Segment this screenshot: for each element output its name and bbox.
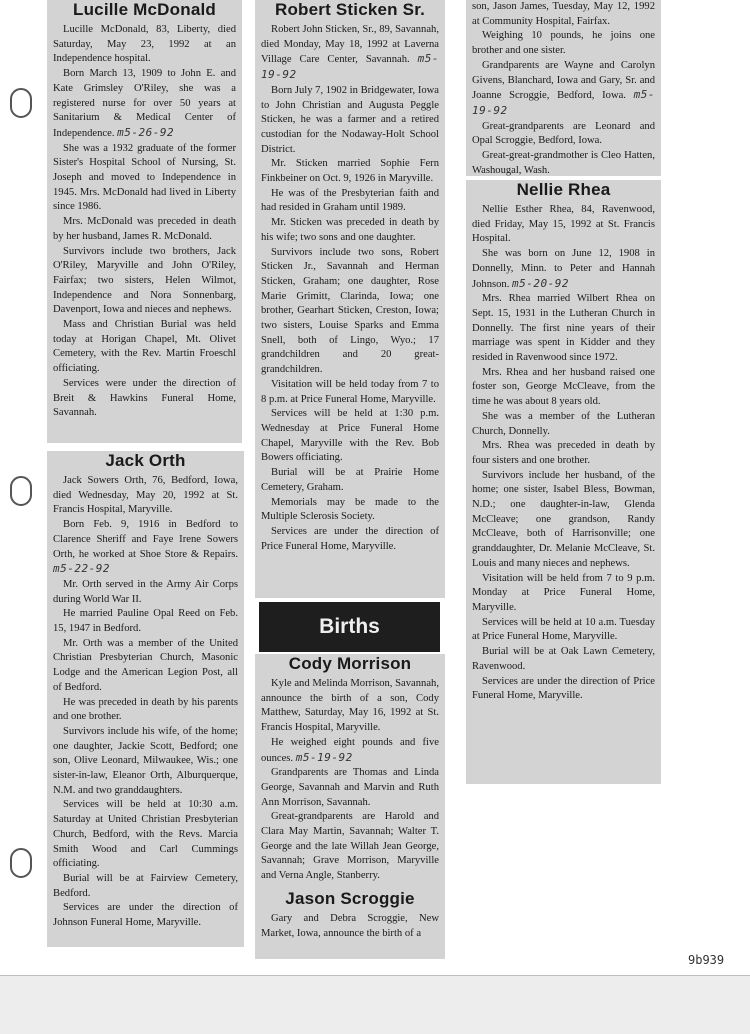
- paragraph: Burial will be at Oak Lawn Cemetery, Ravenwood.: [472, 646, 655, 672]
- paragraph: Mrs. Rhea married Wilbert Rhea on Sept. 15, 1931 in the Lutheran Church in Donnelly. The first nine years of their marriage was spent in Kidder and they resided in Ravenwood since 1972.: [472, 293, 655, 364]
- handwritten-date: m5-22-92: [53, 562, 110, 576]
- paragraph: Great-great-grandmother is Cleo Hatten, Washougal, Wash.: [472, 150, 655, 176]
- paragraph: Survivors include two sons, Robert Sticken Jr., Savannah and Herman Sticken, Graham; one daughter, Rose Marie Grimitt, Clarinda, Iowa; one brother, Gearhart Sticken, Creston, Iowa; two sisters, Louise Sparks and Emma Snell, both of Lingo, Wyo.; 17 grandchildren and 20 great-grandchildren.: [261, 246, 439, 376]
- paragraph: Memorials may be made to the Multiple Sclerosis Society.: [261, 496, 439, 523]
- paragraph: Survivors include two brothers, Jack O'Riley, Maryville and John O'Riley, Fairfax; two sisters, Helen Wilmot, Independence and Nora Sonnenbarg, Davenport, Iowa and nieces and nephews.: [53, 245, 236, 316]
- paragraph: Services were under the direction of Breit & Hawkins Funeral Home, Savannah.: [53, 377, 236, 419]
- obituary-jack-orth: [47, 451, 244, 947]
- paragraph: Services will be held at 10 a.m. Tuesday at Price Funeral Home, Maryville.: [472, 616, 655, 643]
- paragraph: Mrs. Rhea was preceded in death by four sisters and one brother.: [472, 440, 655, 466]
- paragraph: He weighed eight pounds and five ounces. m5-19-92: [261, 736, 439, 764]
- paragraph: Grandparents are Thomas and Linda George, Savannah and Marvin and Ruth Ann Morrison, Savannah.: [261, 767, 439, 808]
- headline: Nellie Rhea: [516, 180, 611, 199]
- obituary-nellie-rhea: [466, 180, 661, 784]
- paragraph: He was preceded in death by his parents and one brother.: [53, 696, 238, 723]
- paragraph: Visitation will be held from 7 to 9 p.m. Monday at Price Funeral Home, Maryville.: [472, 572, 655, 613]
- paragraph: son, Jason James, Tuesday, May 12, 1992 at Community Hospital, Fairfax.: [472, 1, 655, 27]
- article-body: [255, 677, 445, 884]
- paragraph: Services will be held at 10:30 a.m. Saturday at United Christian Presbyterian Church, Bedford, with the Revs. Marcia Smith Wood and Carl Cummings officiating.: [53, 799, 238, 870]
- paragraph: Kyle and Melinda Morrison, Savannah, announce the birth of a son, Cody Matthew, Saturday, May 16, 1992 at St. Francis Hospital, Maryville.: [261, 678, 439, 734]
- birth-jason-scroggie-continued: [466, 0, 661, 176]
- binder-hole: [10, 848, 32, 878]
- article-body: [47, 474, 244, 931]
- obituary-lucille-mcdonald: [47, 0, 242, 443]
- birth-announcements: [255, 654, 445, 959]
- paragraph: She was a 1932 graduate of the former Sister's Hospital School of Nursing, St. Joseph and moved to Independence in 1945. Mrs. McDonald had lived in Liberty since 1986.: [53, 142, 236, 213]
- paragraph: Burial will be at Prairie Home Cemetery, Graham.: [261, 467, 439, 493]
- handwritten-date: m5-20-92: [512, 276, 570, 290]
- paragraph: He married Pauline Opal Reed on Feb. 15, 1947 in Bedford.: [53, 608, 238, 635]
- handwritten-date: m5-19-92: [472, 88, 656, 117]
- paragraph: Services are under the direction of Price Funeral Home, Maryville.: [472, 675, 655, 702]
- paragraph: He was of the Presbyterian faith and had resided in Graham until 1989.: [261, 187, 439, 214]
- article-body: [47, 23, 242, 421]
- paragraph: Mr. Sticken was preceded in death by his wife; two sons and one daughter.: [261, 217, 439, 243]
- births-section-banner: Births: [259, 602, 440, 652]
- headline: Robert Sticken Sr.: [274, 0, 426, 19]
- paragraph: Great-grandparents are Harold and Clara May Martin, Savannah; Walter T. George and the late Willah Jean George, Savannah; Grave Morrison, Maryville and Verna Angle, Stanberry.: [261, 811, 439, 882]
- paragraph: Mr. Sticken married Sophie Fern Finkbeiner on Oct. 9, 1926 in Maryville.: [261, 158, 439, 185]
- paragraph: Mr. Orth was a member of the United Christian Presbyterian Church, Masonic Lodge and the American Legion Post, all of Bedford.: [53, 637, 238, 693]
- paragraph: Mass and Christian Burial was held today at Horigan Chapel, Mt. Olivet Cemetery, with the Rev. Martin Froeschl officiating.: [53, 319, 236, 375]
- paragraph: Mr. Orth served in the Army Air Corps during World War II.: [53, 578, 238, 605]
- paragraph: Services are under the direction of Price Funeral Home, Maryville.: [261, 525, 439, 552]
- headline: Cody Morrison: [288, 654, 412, 673]
- paragraph: Nellie Esther Rhea, 84, Ravenwood, died Friday, May 15, 1992 at St. Francis Hospital.: [472, 204, 655, 245]
- obituary-robert-sticken: [255, 0, 445, 598]
- handwritten-date: m5-19-92: [295, 750, 353, 764]
- paragraph: She was born on June 12, 1908 in Donnelly, Minn. to Peter and Hannah Johnson. m5-20-92: [472, 248, 655, 290]
- paragraph: Mrs. McDonald was preceded in death by her husband, James R. McDonald.: [53, 216, 236, 242]
- handwritten-date: m5-26-92: [117, 125, 175, 139]
- headline: Jack Orth: [105, 451, 186, 470]
- paragraph: Services are under the direction of Johnson Funeral Home, Maryville.: [53, 902, 238, 929]
- paragraph: Robert John Sticken, Sr., 89, Savannah, died Monday, May 18, 1992 at Laverna Village Care Center, Savannah. m5-19-92: [261, 24, 439, 82]
- article-body: [466, 203, 661, 704]
- paragraph: Mrs. Rhea and her husband raised one foster son, George McCleave, from the time he was about 8 years old.: [472, 366, 655, 408]
- paragraph: Survivors include his wife, of the home; one daughter, Jackie Scott, Bedford; one son, Olive Leonard, Milwaukee, Wis.; one sister-in-law, Eleanor Orth, Alburquerque, N.M. and two granddaughters.: [53, 725, 238, 796]
- paragraph: Born March 13, 1909 to John E. and Kate Grimsley O'Riley, she was a registered nurse for over 50 years at Sanitarium & Medical Center of Independence. m5-26-92: [53, 68, 236, 139]
- paragraph: Born July 7, 1902 in Bridgewater, Iowa to John Christian and Augusta Peggle Sticken, he was a farmer and a retired custodian for the Nodaway-Holt School District.: [261, 84, 439, 155]
- paragraph: Gary and Debra Scroggie, New Market, Iowa, announce the birth of a: [261, 912, 439, 939]
- paragraph: Burial will be at Fairview Cemetery, Bedford.: [53, 872, 238, 899]
- handwritten-date: m5-19-92: [261, 52, 439, 82]
- binder-hole: [10, 88, 32, 118]
- article-body: [255, 912, 445, 941]
- paragraph: Grandparents are Wayne and Carolyn Givens, Blanchard, Iowa and Gary, Sr. and Joanne Scroggie, Bedford, Iowa. m5-19-92: [472, 59, 656, 117]
- paragraph: Born Feb. 9, 1916 in Bedford to Clarence Sheriff and Faye Irene Sowers Orth, he worked at Shoe Store & Repairs. m5-22-92: [53, 519, 238, 576]
- handwritten-reference-number: 9b939: [688, 953, 725, 967]
- paragraph: She was a member of the Lutheran Church, Donnelly.: [472, 410, 655, 437]
- paragraph: Visitation will be held today from 7 to 8 p.m. at Price Funeral Home, Maryville.: [261, 378, 439, 405]
- paragraph: Survivors include her husband, of the home; one sister, Isabel Bless, Bowman, N.D.; one daughter-in-law, Glenda McCleave; one grandson, Randy McCleave, both of Harrisonville; one granddaughter, Dr. Melanie McCleave, St. Louis and many nieces and nephews.: [472, 469, 655, 569]
- binder-hole: [10, 476, 32, 506]
- scanner-bed-edge: [0, 975, 750, 1034]
- paragraph: Jack Sowers Orth, 76, Bedford, Iowa, died Wednesday, May 20, 1992 at St. Francis Hospital, Maryville.: [53, 475, 238, 516]
- headline: Jason Scroggie: [285, 888, 415, 908]
- paragraph: Lucille McDonald, 83, Liberty, died Saturday, May 23, 1992 at an Independence hospital.: [53, 24, 236, 65]
- article-body: [466, 0, 661, 178]
- paragraph: Services will be held at 1:30 p.m. Wednesday at Price Funeral Home Chapel, Maryville with the Rev. Bob Bowers officiating.: [261, 408, 439, 464]
- paragraph: Great-grandparents are Leonard and Opal Scroggie, Bedford, Iowa.: [472, 120, 655, 147]
- article-body: [255, 23, 445, 554]
- headline: Lucille McDonald: [73, 0, 216, 19]
- paragraph: Weighing 10 pounds, he joins one brother and one sister.: [472, 30, 655, 57]
